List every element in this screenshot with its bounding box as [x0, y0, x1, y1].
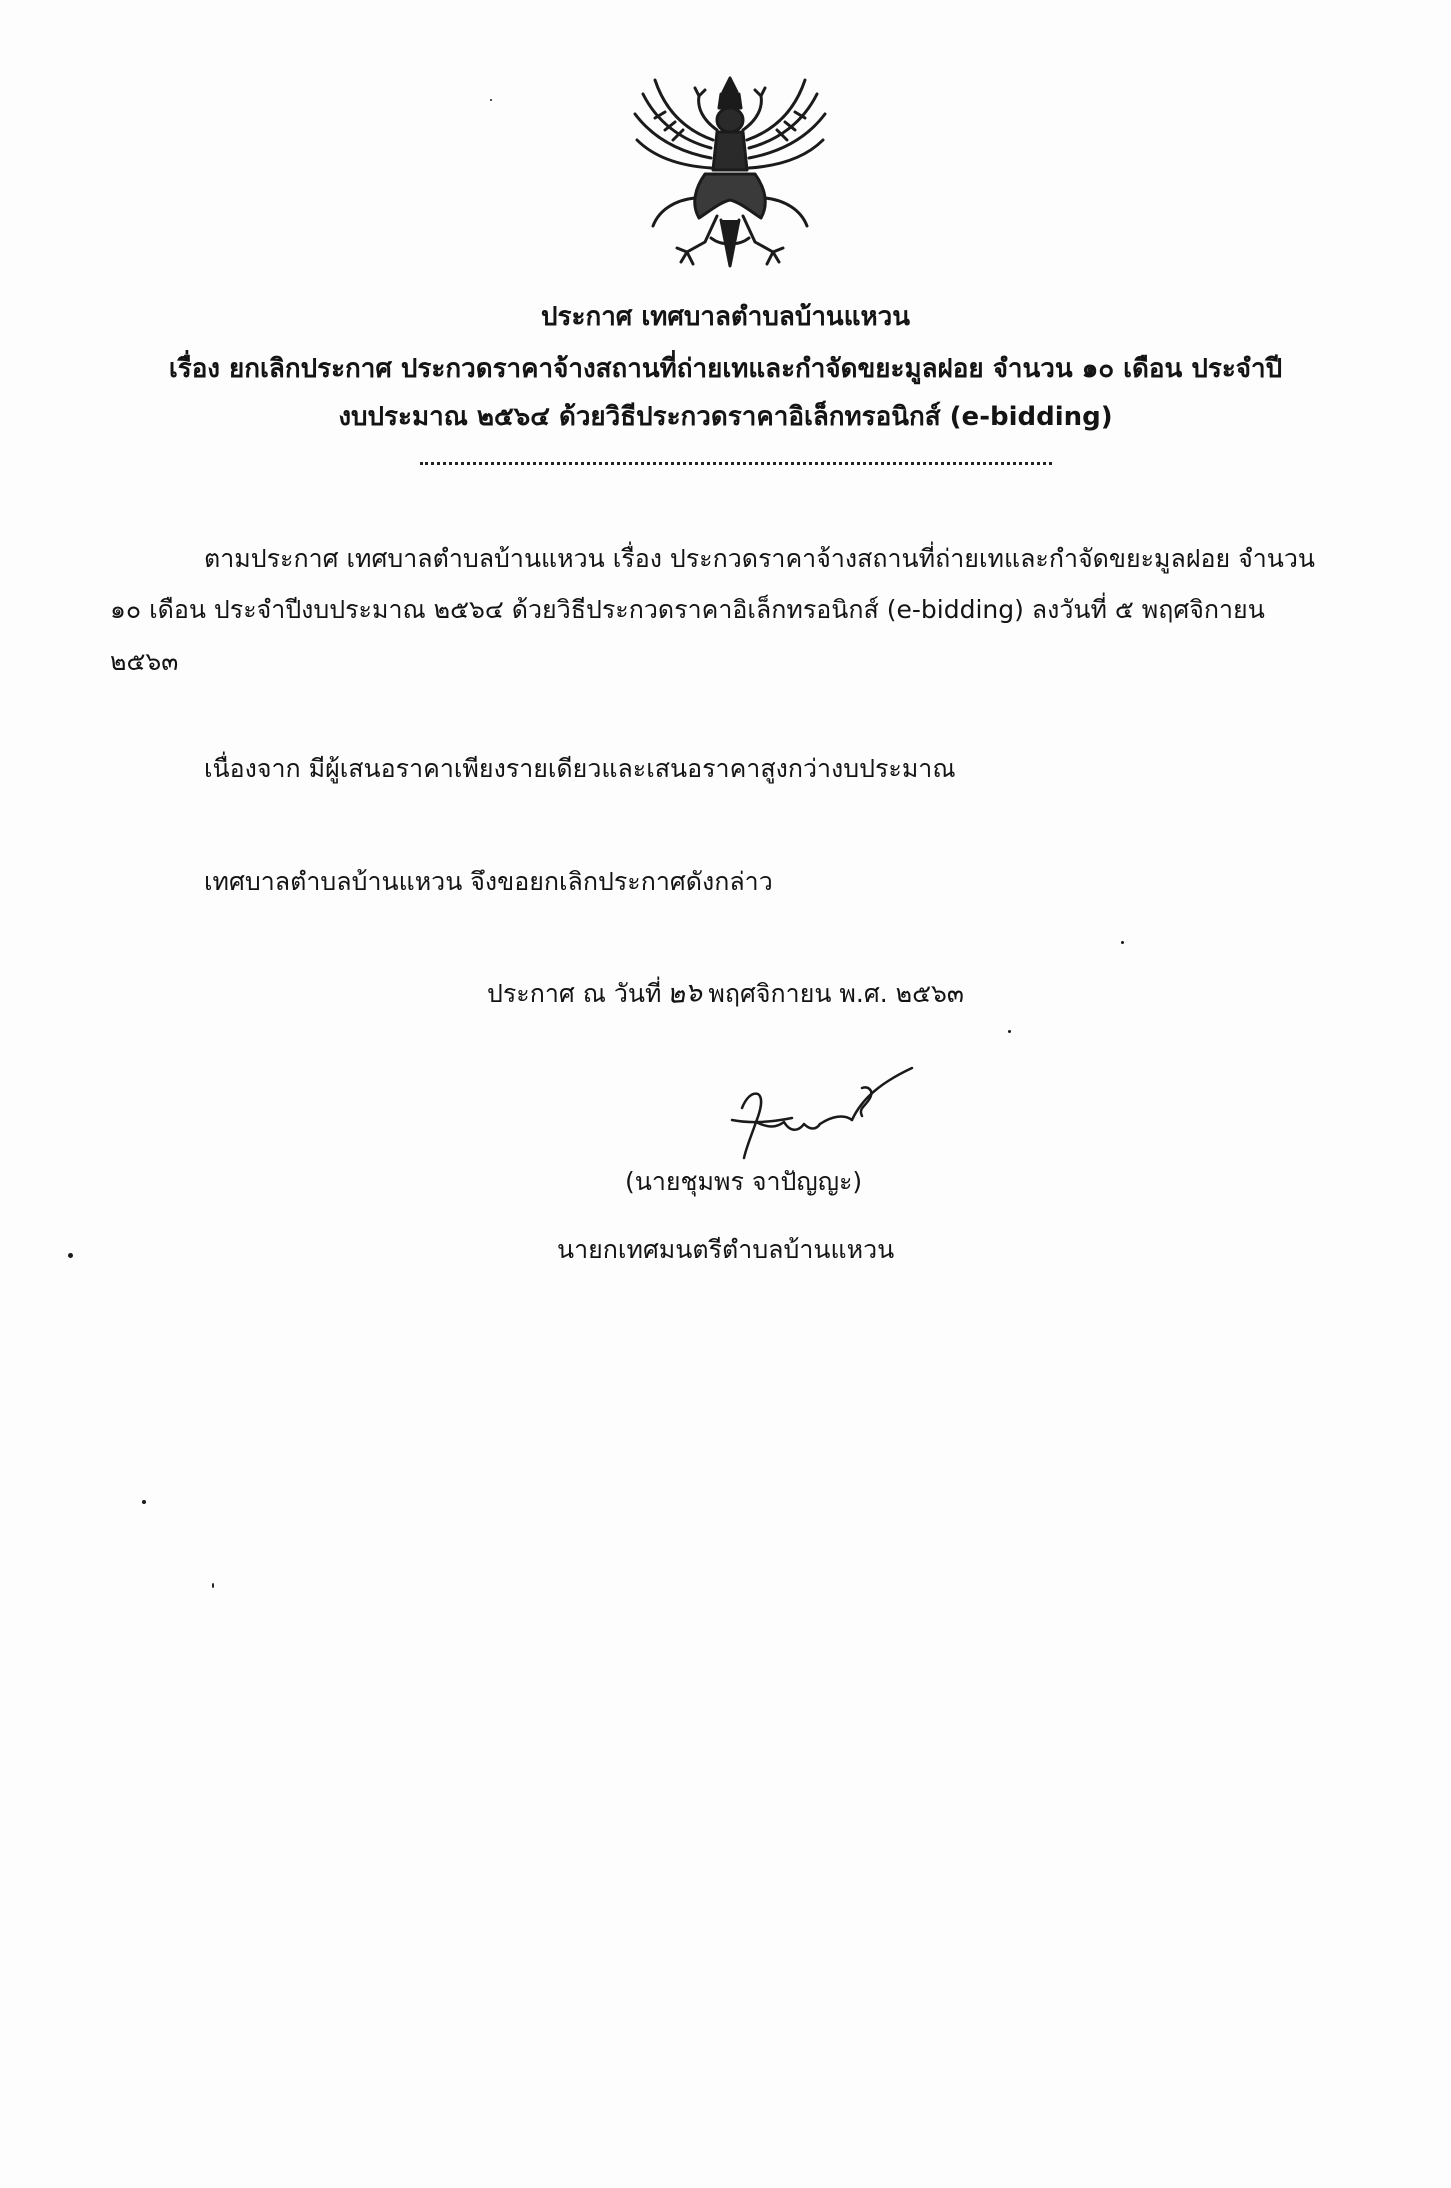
signer-name: (นายชุมพร จาปัญญะ): [625, 1167, 863, 1196]
body-paragraph-1-line-1: ตามประกาศ เทศบาลตำบลบ้านแหวน เรื่อง ประกวดราคาจ้างสถานที่ถ่ายเทและกำจัดขยะมูลฝอย จำนวน: [204, 544, 1316, 573]
signer-title: นายกเทศมนตรีตำบลบ้านแหวน: [557, 1235, 895, 1264]
announcement-date-line: [487, 978, 964, 1010]
scan-speck: [490, 99, 492, 101]
announcement-title: ประกาศ เทศบาลตำบลบ้านแหวน: [541, 302, 910, 332]
scan-speck: [142, 1500, 146, 1504]
date-prefix: ประกาศ ณ วันที่: [487, 979, 662, 1008]
date-suffix: พฤศจิกายน พ.ศ. ๒๕๖๓: [708, 979, 964, 1008]
body-paragraph-1-line-3: ๒๕๖๓: [110, 647, 179, 676]
signature-mark: [712, 1058, 932, 1178]
date-day-handwritten: ๒๖: [666, 976, 704, 1011]
scan-speck: [1008, 1030, 1011, 1033]
body-paragraph-2: เนื่องจาก มีผู้เสนอราคาเพียงรายเดียวและเสนอราคาสูงกว่างบประมาณ: [204, 754, 956, 783]
announcement-subject-line-2: งบประมาณ ๒๕๖๔ ด้วยวิธีประกวดราคาอิเล็กทรอนิกส์ (e-bidding): [338, 402, 1113, 432]
scan-speck: [212, 1583, 214, 1588]
body-paragraph-1-line-2: ๑๐ เดือน ประจำปีงบประมาณ ๒๕๖๔ ด้วยวิธีประกวดราคาอิเล็กทรอนิกส์ (e-bidding) ลงวันที่ ๕ พฤศจิกายน: [110, 595, 1265, 624]
scan-speck: [68, 1253, 73, 1258]
announcement-subject-line-1: เรื่อง ยกเลิกประกาศ ประกวดราคาจ้างสถานที่ถ่ายเทและกำจัดขยะมูลฝอย จำนวน ๑๐ เดือน ประจำปี: [168, 354, 1283, 384]
garuda-emblem-icon: [625, 70, 835, 275]
dotted-divider: [420, 462, 1052, 465]
body-paragraph-3: เทศบาลตำบลบ้านแหวน จึงขอยกเลิกประกาศดังกล่าว: [204, 867, 773, 896]
scan-speck: [1121, 941, 1124, 944]
